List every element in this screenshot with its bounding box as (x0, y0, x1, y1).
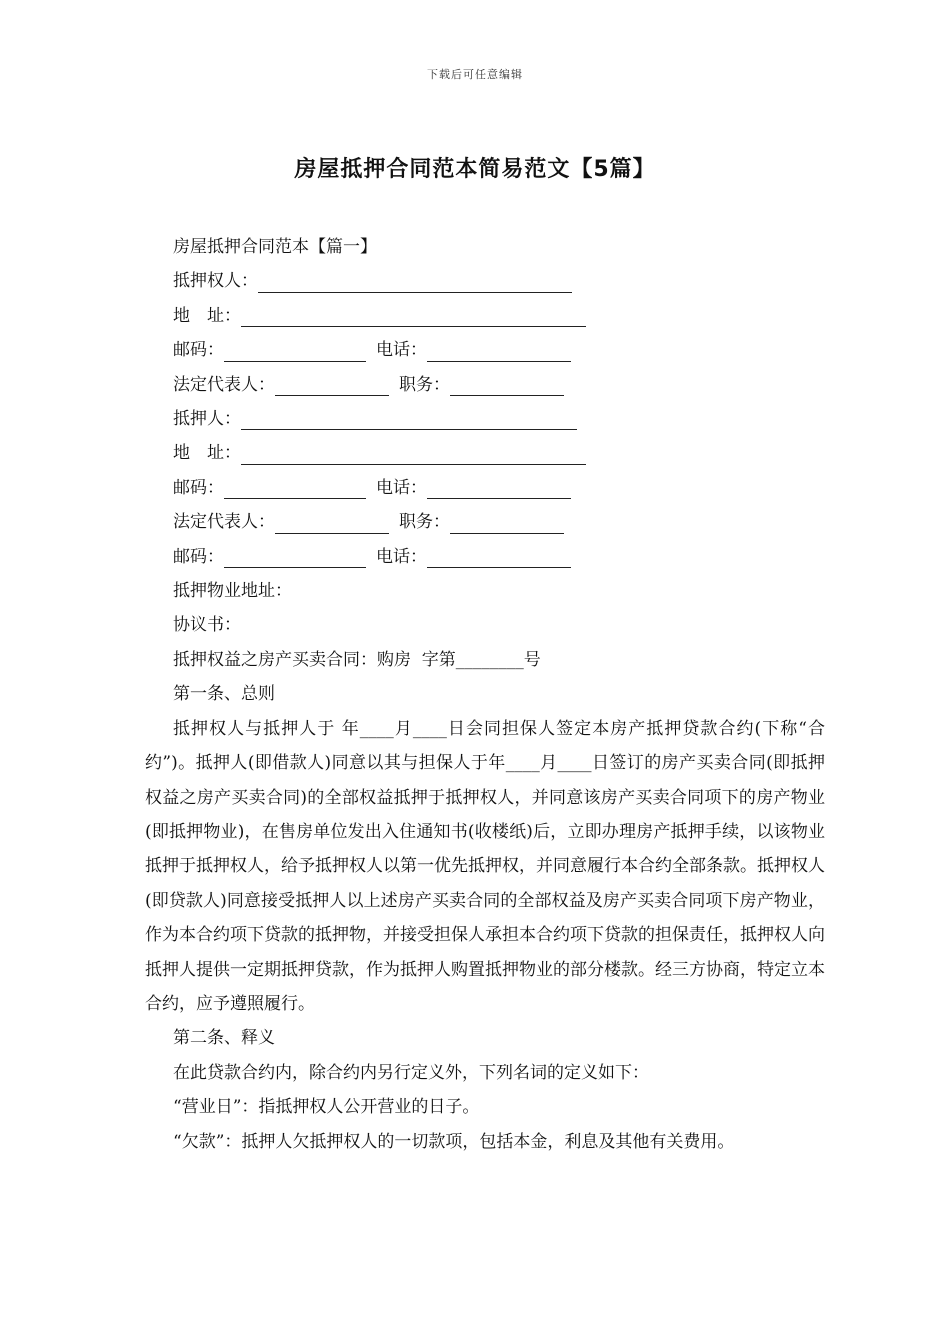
mortgagee-rep-row (145, 368, 825, 402)
mortgagee-row (145, 264, 825, 298)
header-note: 下载后可任意编辑 (427, 68, 523, 81)
mortgagor-label: 抵押人： (173, 409, 241, 430)
document-title: 房屋抵押合同范本简易范文【5篇】 (294, 157, 656, 182)
mortgagee-address-blank[interactable] (241, 304, 586, 327)
sale-contract-line: 抵押权益之房产买卖合同：购房 字第________号 (173, 649, 541, 670)
mortgagor-position-blank[interactable] (450, 511, 564, 534)
legal-rep-label: 法定代表人： (173, 374, 275, 395)
phone-label: 电话： (376, 477, 427, 498)
postcode-label: 邮码： (173, 340, 224, 361)
document-body (145, 230, 825, 1159)
mortgagor-contact-row (145, 471, 825, 505)
legal-rep-label: 法定代表人： (173, 512, 275, 533)
position-label: 职务： (399, 512, 450, 533)
phone-label: 电话： (376, 546, 427, 567)
position-label: 职务： (399, 374, 450, 395)
address-label: 地 址： (173, 443, 241, 464)
mortgagor-blank[interactable] (241, 407, 577, 430)
article1-title: 第一条、总则 (173, 684, 275, 705)
article2-title: 第二条、释义 (173, 1028, 275, 1049)
mortgagor-phone-blank[interactable] (427, 476, 571, 499)
mortgagor-address-row (145, 436, 825, 470)
mortgagor-address-blank[interactable] (241, 442, 586, 465)
postcode-label: 邮码： (173, 477, 224, 498)
article1-text: 抵押权人与抵押人于 年____月____日会同担保人签定本房产抵押贷款合约(下称“合约”)。抵押人(即借款人)同意以其与担保人于年____月____日签订的房产买卖合同(即抵押权益之房产买卖合同)的全部权益抵押于抵押权人，并同意该房产买卖合同项下的房产物业(即抵押物业)，在售房单位发出入住通知书(收楼纸)后，立即办理房产抵押手续，以该物业抵押于抵押权人，给予抵押权人以第一优先抵押权，并同意履行本合约全部条款。抵押权人(即贷款人)同意接受抵押人以上述房产买卖合同的全部权益及房产买卖合同项下房产物业，作为本合约项下贷款的抵押物，并接受担保人承担本合约项下贷款的担保责任，抵押权人向抵押人提供一定期抵押贷款，作为抵押人购置抵押物业的部分楼款。经三方协商，特定立本合约，应予遵照履行。 (145, 718, 825, 1014)
property-address-label: 抵押物业地址： (173, 581, 292, 602)
mortgagee-postcode-blank[interactable] (224, 339, 366, 362)
section-heading: 房屋抵押合同范本【篇一】 (173, 237, 377, 257)
mortgagor-postcode-blank[interactable] (224, 476, 366, 499)
mortgagee-phone-blank[interactable] (427, 339, 571, 362)
article2-intro: 在此贷款合约内，除合约内另行定义外，下列名词的定义如下： (173, 1062, 649, 1083)
mortgagor-phone-blank-2[interactable] (427, 545, 571, 568)
mortgagor-rep-blank[interactable] (275, 511, 389, 534)
mortgagee-rep-blank[interactable] (275, 373, 389, 396)
agreement-label: 协议书： (173, 615, 241, 636)
mortgagee-address-row (145, 299, 825, 333)
definition-debt: “欠款”：抵押人欠抵押权人的一切款项，包括本金，利息及其他有关费用。 (173, 1131, 735, 1152)
mortgagee-label: 抵押权人： (173, 271, 258, 292)
mortgagee-contact-row (145, 333, 825, 367)
mortgagor-contact-row-2 (145, 540, 825, 574)
mortgagor-rep-row (145, 505, 825, 539)
postcode-label: 邮码： (173, 546, 224, 567)
mortgagor-row (145, 402, 825, 436)
mortgagor-postcode-blank-2[interactable] (224, 545, 366, 568)
address-label: 地 址： (173, 305, 241, 326)
definition-business-day: “营业日”：指抵押权人公开营业的日子。 (173, 1097, 480, 1118)
phone-label: 电话： (376, 340, 427, 361)
mortgagee-blank[interactable] (258, 270, 572, 293)
mortgagee-position-blank[interactable] (450, 373, 564, 396)
